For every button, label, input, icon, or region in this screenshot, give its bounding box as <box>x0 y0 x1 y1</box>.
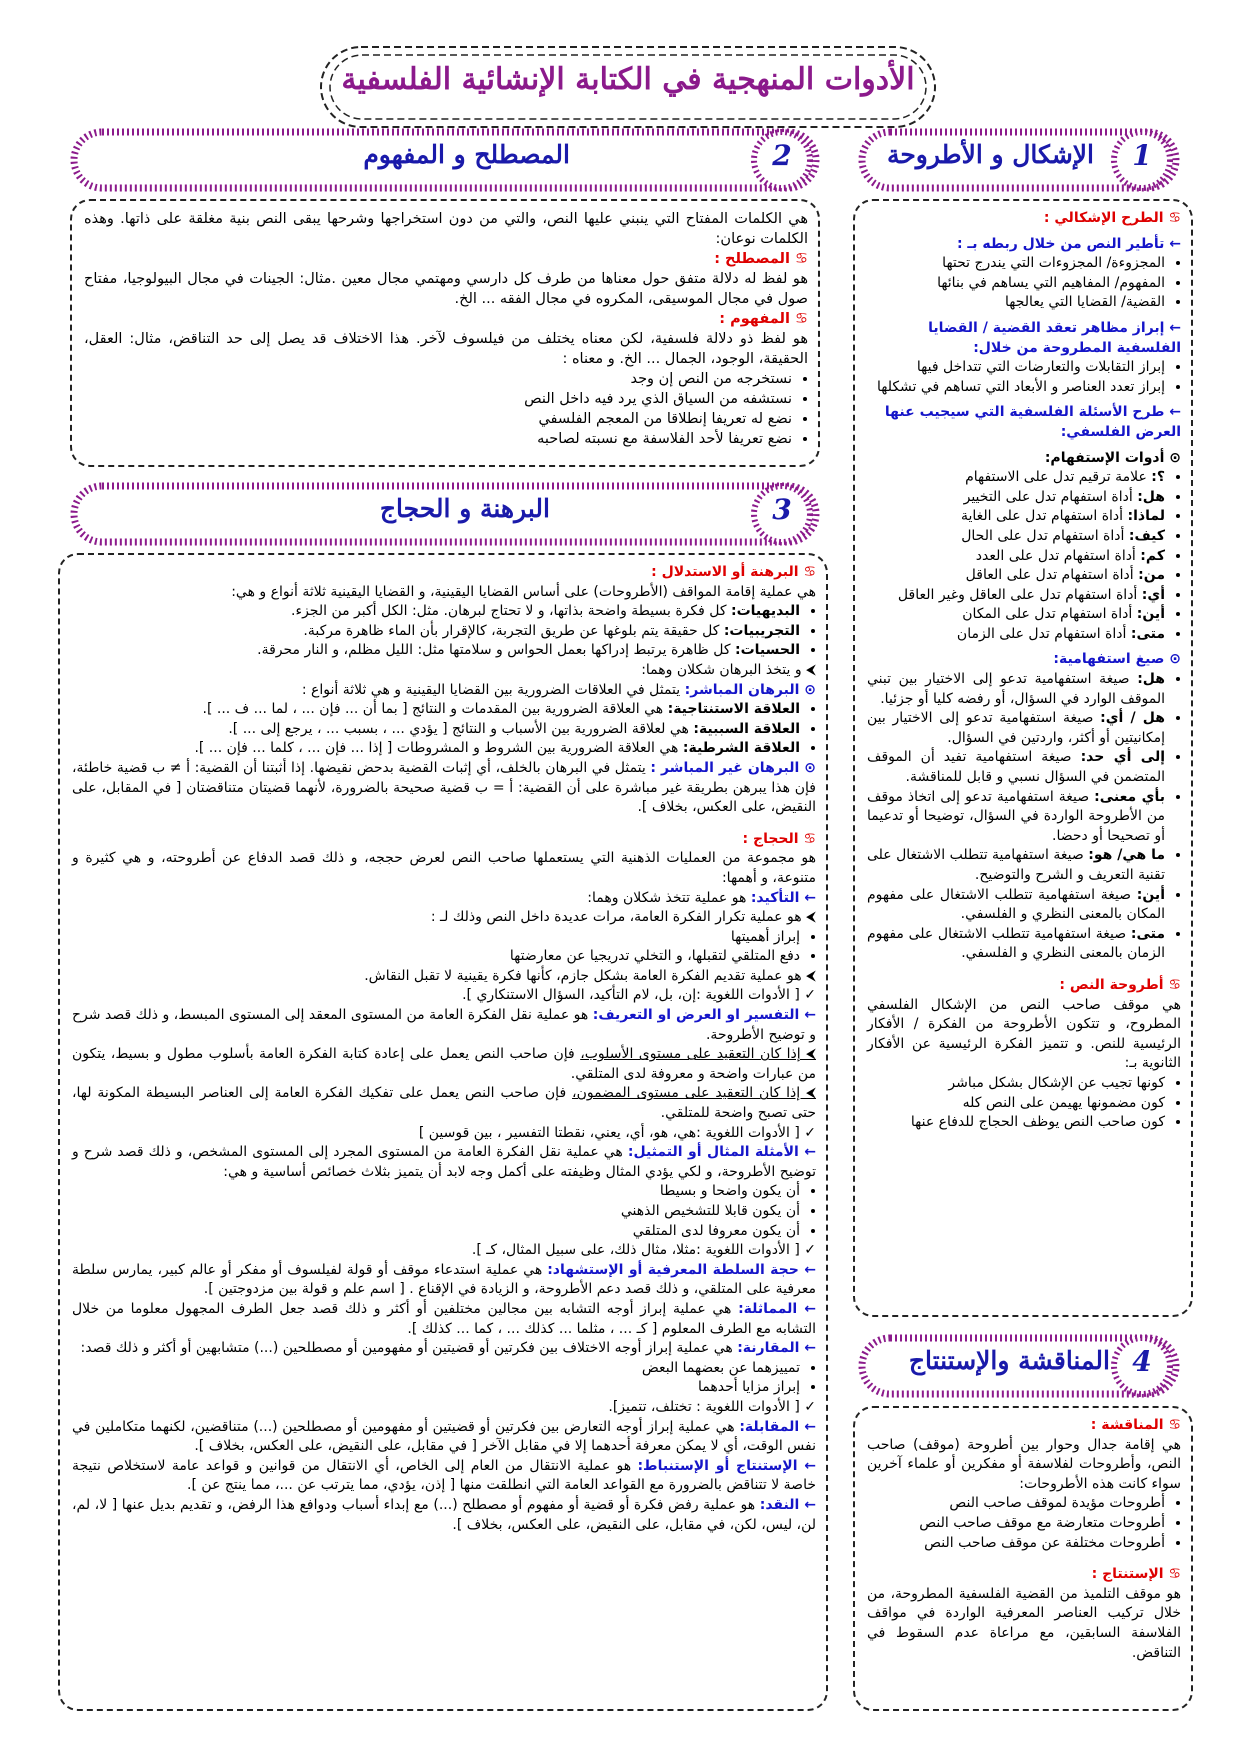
complexity-heading: ← إبراز مظاهر تعقد القضية / القضايا الفلسفية المطروحة من خلال: <box>928 319 1181 356</box>
question-tools-heading: ⊙ أدوات الإستفهام: <box>1044 449 1181 466</box>
discussion-definition: هي إقامة جدال وحوار بين أطروحة (موقف) صاحب النص، وأطروحات لفلاسفة أو مفكرين أو علماء آخرين سواء كانت هذه الأطروحات: <box>867 1436 1181 1492</box>
list-item: • الحسيات: كل ظاهرة يرتبط إدراكها بعمل الحواس و سلامتها مثل: الليل مظلم، و النار محرقة. <box>72 641 800 661</box>
section-4-title: المناقشة والإستنتاج <box>908 1346 1110 1375</box>
conclusion-definition: هو موقف التلميذ من القضية الفلسفية المطروحة، من خلال تركيب العناصر المعرفية الواردة في مواقف الفلاسفة السابقين، مع مراعاة عدم السقوط في التناقض. <box>867 1585 1181 1661</box>
list-item: • متى: صيغة استفهامية تتطلب الاشتغال على مفهوم الزمان بالمعنى النظري و الفلسفي. <box>867 925 1165 964</box>
section-1-banner <box>858 128 1180 188</box>
explanation-tools: ✓ [ الأدوات اللغوية :هي، هو، أي، يعني، نقطتا التفسير ، بين قوسين ] <box>418 1124 816 1141</box>
explanation-content: ⮜ إذا كان التعقيد على مستوى المضمون، فإن صاحب النص يعمل على تفكيك الفكرة العامة إلى العناصر البسيطة المكونة لها، حتى تصبح واضحة للمتلقي. <box>72 1085 816 1122</box>
list-item: • العلاقة الشرطية: هي العلاقة الضرورية بين الشروط و المشروطات [ إذا ... فإن ... ، كلما ... فإن ... ]. <box>72 739 800 759</box>
critique: ← النقد: هو عملية رفض فكرة أو قضية أو مفهوم أو مصطلح (...) مع إبداء أسباب ودوافع هذا الرفض، و تقديم بديل عنها [ لا، لم، لن، ليس، لكن، في مقابل، على النقيض، على العكس، بخلاف ]. <box>72 1496 816 1533</box>
list-item: • التجريبيات: كل حقيقة يتم بلوغها عن طريق التجربة، كالإقرار بأن الماء ظاهرة مركبة. <box>72 622 800 642</box>
discussion-heading: ♋ المناقشة : <box>1090 1417 1181 1433</box>
list-item: • بأي معنى: صيغة استفهامية تدعو إلى اتخاذ موقف من الأطروحة الواردة في السؤال، توضيحا أو تدعيما أو تصحيحا أو دحضا. <box>867 788 1165 847</box>
list-item: • إبراز مزايا أحدهما <box>72 1378 800 1398</box>
terms-intro: هي الكلمات المفتاح التي ينبني عليها النص، والتي من دون استخراجها وشرحها يبقى النص بنية مغلقة على ذاتها. وهذه الكلمات نوعان: <box>84 211 808 247</box>
concept-heading: ♋ المفهوم : <box>719 311 808 327</box>
list-item: • هل: صيغة استفهامية تدعو إلى الاختيار بين تبني الموقف الوارد في السؤال، أو رفضه كليا أو جزئيا. <box>867 670 1165 709</box>
term-definition: هو لفظ له دلالة متفق حول معناها من طرف كل دارسي ومهتمي مجال معين .مثال: الجينات في مجال البيولوجيا، مفتاح صول في مجال الموسيقى، المكروه في مجال الفقه ... الخ. <box>84 271 808 307</box>
term-heading: ♋ المصطلح : <box>714 251 808 267</box>
section-4-banner <box>858 1334 1180 1394</box>
list-item: • نضع له تعريفا إنطلاقا من المعجم الفلسفي <box>84 409 792 429</box>
section-3-box <box>58 553 828 1711</box>
list-item: • إبراز أهميتها <box>72 928 800 948</box>
section-2-title: المصطلح و المفهوم <box>363 140 570 169</box>
analogy: ← المماثلة: هي عملية إبراز أوجه التشابه بين مجالين مختلفين أو أكثر و ذلك قصد جعل الطرف المجهول معلوما من خلال التشابه مع الطرف المعلوم [ كـ ... ، مثلما ... كذلك ... ، كما ... كذلك ]. <box>72 1300 816 1337</box>
question-forms-heading: ⊙ صيغ استفهامية: <box>1053 651 1181 668</box>
list-item: • متى: أداة استفهام تدل على الزمان <box>867 625 1165 645</box>
list-item: • كم: أداة استفهام تدل على العدد <box>867 547 1165 567</box>
list-item: • إبراز التقابلات والتعارضات التي تتداخل فيها <box>867 358 1165 378</box>
list-item: • إبراز تعدد العناصر و الأبعاد التي تساهم في تشكلها <box>867 378 1165 398</box>
list-item: • من: أداة استفهام تدل على العاقل <box>867 566 1165 586</box>
section-1-title: الإشكال و الأطروحة <box>886 140 1094 169</box>
section-1-number: 1 <box>1132 139 1152 172</box>
questions-heading: ← طرح الأسئلة الفلسفية التي سيجيب عنها العرض الفلسفي: <box>884 404 1181 440</box>
list-item: • أن يكون قابلا للتشخيص الذهني <box>72 1202 800 1222</box>
argument-heading: ♋ الحجاج : <box>742 830 816 847</box>
list-item: • تمييزهما عن بعضهما البعض <box>72 1359 800 1379</box>
proof-forms: ⮜ و يتخذ البرهان شكلان وهما: <box>641 661 816 678</box>
comparison-tools: ✓ [ الأدوات اللغوية : تختلف، تتميز]. <box>608 1398 816 1415</box>
emphasis-a: ⮜ هو عملية تكرار الفكرة العامة، مرات عديدة داخل النص وذلك لـ : <box>430 909 816 926</box>
section-2-box <box>70 199 820 467</box>
contrast: ← المقابلة: هي عملية إبراز أوجه التعارض بين فكرتين أو قضيتين أو مفهومين أو مصطلحين (...) متناقضين، لكنهما متكاملين في نفس الوقت، أي لا يمكن معرفة أحدهما إلا في مقابل الآخر [ في مقابل، على النقيض، على العكس، بخلاف ]. <box>72 1418 816 1455</box>
list-item: • أطروحات متعارضة مع موقف صاحب النص <box>867 1514 1165 1534</box>
list-item: • العلاقة الاستنتاجية: هي العلاقة الضرورية بين المقدمات و النتائج [ بما أن ... فإن ... ، لما ... ف ... ]. <box>72 700 800 720</box>
list-item: • أي: أداة استفهام تدل على العاقل وغير العاقل <box>867 586 1165 606</box>
list-item: • البديهيات: كل فكرة بسيطة واضحة بذاتها، و لا تحتاج لبرهان. مثل: الكل أكبر من الجزء. <box>72 602 800 622</box>
list-item: • كون صاحب النص يوظف الحجاج للدفاع عنها <box>867 1113 1165 1133</box>
argument-definition: هو مجموعة من العمليات الذهنية التي يستعملها صاحب النص لعرض حججه، و ذلك قصد الدفاع عن أطروحته، و هي كثيرة و متنوعة، و أهمها: <box>72 850 816 886</box>
emphasis-tools: ✓ [ الأدوات اللغوية :إن، بل، لام التأكيد، السؤال الاستنكاري ]. <box>462 987 816 1004</box>
list-item: • القضية/ القضايا التي يعالجها <box>867 293 1165 313</box>
list-item: • إلى أي حد: صيغة استفهامية تفيد أن الموقف المتضمن في السؤال نسبي و قابل للمناقشة. <box>867 748 1165 787</box>
emphasis-b: ⮜ هو عملية تقديم الفكرة العامة بشكل جازم، كأنها فكرة يقينية لا تقبل النقاش. <box>364 967 816 984</box>
list-item: • هل: أداة استفهام تدل على التخيير <box>867 488 1165 508</box>
list-item: • المجزوءة/ المجزوءات التي يندرج تحتها <box>867 254 1165 274</box>
list-item: • هل / أي: صيغة استفهامية تدعو إلى الاختيار بين إمكانيتين أو أكثر، واردتين في السؤال. <box>867 709 1165 748</box>
list-item: • كون مضمونها يهيمن على النص كله <box>867 1094 1165 1114</box>
thesis-heading: ♋ أطروحة النص : <box>1059 976 1181 993</box>
page-title-banner <box>318 44 938 130</box>
list-item: • أين: صيغة استفهامية تتطلب الاشتغال على مفهوم المكان بالمعنى النظري و الفلسفي. <box>867 886 1165 925</box>
examples-tools: ✓ [ الأدوات اللغوية :مثلا، مثال ذلك، على سبيل المثال، كـ ]. <box>471 1242 816 1259</box>
list-item: • دفع المتلقي لتقبلها، و التخلي تدريجيا عن معارضتها <box>72 947 800 967</box>
list-item: • نضع تعريفا لأحد الفلاسفة مع نسبته لصاحبه <box>84 429 792 449</box>
explanation-style: ⮜ إذا كان التعقيد على مستوى الأسلوب، فإن صاحب النص يعمل على إعادة كتابة الفكرة العامة بأسلوب مطول و بسيط، يتكون من عبارات واضحة و معروفة لدى المتلقي. <box>72 1046 816 1082</box>
authority: ← حجة السلطة المعرفية أو الإستشهاد: هي عملية استدعاء موقف أو قولة لفيلسوف أو مفكر أو عالم كبير، يمارس سلطة معرفية على المتلقي، و ذلك قصد دعم الأطروحة، و الزيادة في الإقناع . [ اسم علم و قولة بين مزدوجتين ]. <box>72 1261 816 1298</box>
section-4-box <box>853 1406 1193 1711</box>
indirect-proof: ⊙ البرهان غير المباشر : يتمثل في البرهان بالخلف، أي إثبات القضية بدحض نقيضها. إذا أثبتنا أن القضية: أ ≠ ب قضية خاطئة، فإن هذا يبرهن بطريقة غير مباشرة على أن القضية: أ = ب قضية صحيحة بالضرورة، لأنهما قضيتان متناقضتان [ في المقابل، على النقيض، على العكس، بخلاف ]. <box>72 759 816 816</box>
list-item: • أين: أداة استفهام تدل على المكان <box>867 605 1165 625</box>
concept-definition: هو لفظ ذو دلالة فلسفية، لكن معناه يختلف من فيلسوف لآخر. هذا الاختلاف قد يصل إلى حد التناقض، مثال: العقل، الحقيقة، الوجود، الجمال ... الخ. و معناه : <box>84 331 808 367</box>
list-item: • المفهوم/ المفاهيم التي يساهم في بنائها <box>867 274 1165 294</box>
section-2-number: 2 <box>772 139 792 172</box>
list-item: • أطروحات مؤيدة لموقف صاحب النص <box>867 1494 1165 1514</box>
list-item: • العلاقة السببية: هي لعلاقة الضرورية بين الأسباب و النتائج [ يؤدي ... ، بسبب ... ، يرجع إلى ... ]. <box>72 720 800 740</box>
problem-heading: ♋ الطرح الإشكالي : <box>1043 210 1181 226</box>
comparison: ← المقارنة: هي عملية إبراز أوجه الاختلاف بين فكرتين أو قضيتين أو مفهومين أو مصطلحين (...) متشابهين أو أكثر و ذلك قصد: <box>80 1340 816 1357</box>
section-4-number: 4 <box>1132 1345 1152 1378</box>
list-item: • أن يكون واضحا و بسيطا <box>72 1182 800 1202</box>
explanation: ← التفسير او العرض او التعريف: هو عملية نقل الفكرة العامة من المستوى المعقد إلى المستوى المبسط، و ذلك قصد شرح و توضيح الأطروحة. <box>72 1007 817 1043</box>
deduction: ← الإستنتاج أو الإستنباط: هو عملية الانتقال من العام إلى الخاص، أي الانتقال من قوانين و قواعد عامة لاستخلاص نتيجة خاصة لا تتناقض بالضرورة مع القواعد العامة التي انطلقت منها [ إذن، يؤدي، مما يترتب عن ...، مما ينتج عن ]. <box>72 1457 817 1494</box>
list-item: • كونها تجيب عن الإشكال بشكل مباشر <box>867 1074 1165 1094</box>
section-3-number: 3 <box>772 493 792 526</box>
list-item: • أن يكون معروفا لدى المتلقي <box>72 1222 800 1242</box>
thesis-definition: هي موقف صاحب النص من الإشكال الفلسفي المطروح، و تتكون الأطروحة من الفكرة / الأفكار الرئيسية للنص. و تتميز الفكرة الرئيسية عن الأفكار الثانوية بـ: <box>867 996 1181 1072</box>
direct-proof: ⊙ البرهان المباشر: يتمثل في العلاقات الضرورية بين القضايا اليقينية و هي ثلاثة أنواع : <box>301 681 816 698</box>
list-item: • ؟: علامة ترقيم تدل على الاستفهام <box>867 468 1165 488</box>
list-item: • نستخرجه من النص إن وجد <box>84 369 792 389</box>
proof-definition: هي عملية إقامة المواقف (الأطروحات) على أساس القضايا اليقينية، و القضايا اليقينية ثلاثة أنواع و هي: <box>231 583 816 600</box>
page-title: الأدوات المنهجية في الكتابة الإنشائية الفلسفية <box>341 62 915 97</box>
section-3-title: البرهنة و الحجاج <box>379 494 550 523</box>
list-item: • ما هي/ هو: صيغة استفهامية تتطلب الاشتغال على تقنية التعريف و الشرح والتوضيح. <box>867 846 1165 885</box>
list-item: • لماذا: أداة استفهام تدل على الغاية <box>867 507 1165 527</box>
section-3-banner <box>70 482 820 542</box>
list-item: • نستشفه من السياق الذي يرد فيه داخل النص <box>84 389 792 409</box>
framing-heading: ← تأطير النص من خلال ربطه بـ : <box>956 235 1181 252</box>
list-item: • أطروحات مختلفة عن موقف صاحب النص <box>867 1534 1165 1554</box>
examples: ← الأمثلة المثال أو التمثيل: هي عملية نقل الفكرة العامة من المستوى المجرد إلى المستوى المشخص، و ذلك قصد شرح و توضيح الأطروحة، و لكي يؤدي المثال وظيفته على أكمل وجه لابد أن يتميز بثلاث خصائص أساسية و هي: <box>72 1144 817 1180</box>
emphasis: ← التأكيد: هو عملية تتخذ شكلان وهما: <box>587 889 816 906</box>
proof-heading: ♋ البرهنة أو الاستدلال : <box>651 564 816 580</box>
list-item: • كيف: أداة استفهام تدل على الحال <box>867 527 1165 547</box>
section-2-banner <box>70 128 820 188</box>
section-1-box <box>853 199 1193 1317</box>
conclusion-heading: ♋ الإستنتاج : <box>1091 1566 1181 1583</box>
